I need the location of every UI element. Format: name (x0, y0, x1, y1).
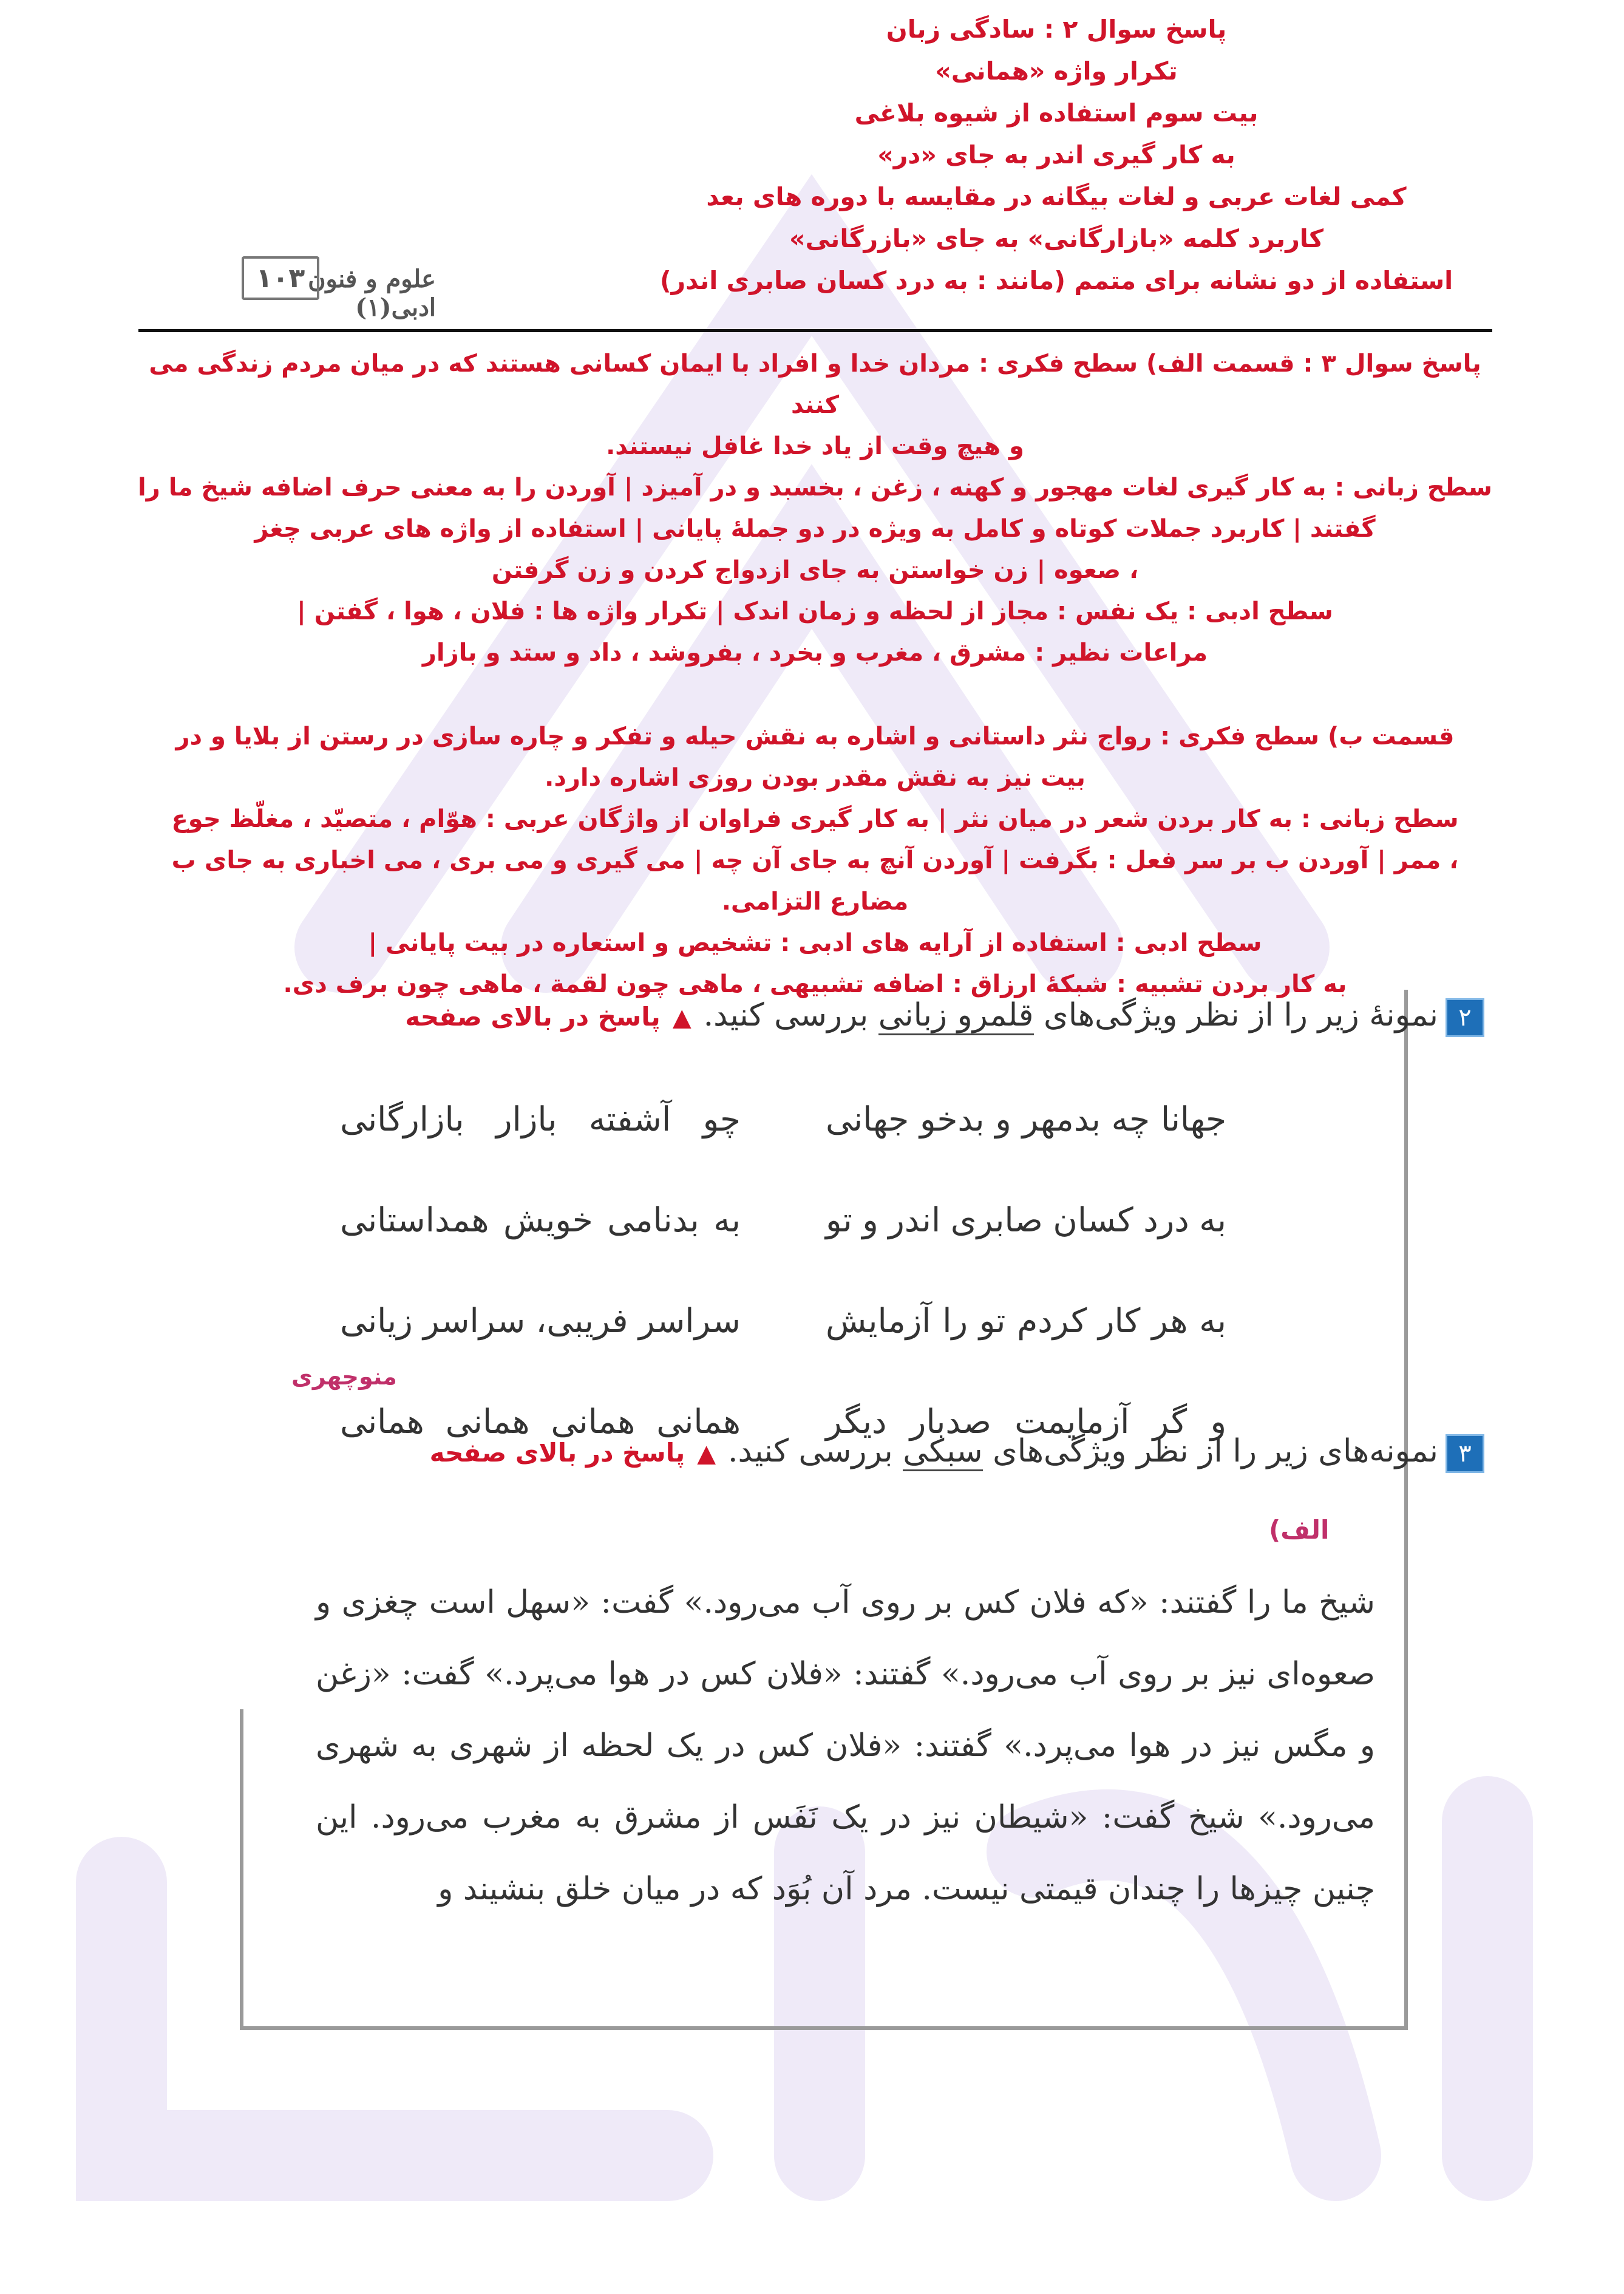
answer-line: گفتند | کاربرد جملات کوتاه و کامل به ویژه در دو جملهٔ پایانی | استفاده از واژه های عربی چغز (254, 515, 1376, 543)
word: صابری (950, 1200, 1043, 1239)
hemistich-1 (826, 1200, 1226, 1239)
poet-name: منوچهری (291, 1363, 397, 1390)
answer-line: استفاده از دو نشانه برای متمم (مانند : به درد کسان صابری اندر) (659, 266, 1453, 295)
word: کردم (1017, 1301, 1087, 1340)
answer-line: کاربرد کلمه «بازارگانی» به جای «بازرگانی» (789, 224, 1324, 253)
answer-line: سطح زبانی : به کار بردن شعر در میان نثر | به کار گیری فراوان از واژگان عربی : هوّام ، متصیّد ، مغلّظ جوع (171, 805, 1459, 833)
question-text: نمونهٔ زیر را از نظر ویژگی‌های (1033, 997, 1438, 1033)
answer-line: تکرار واژه «همانی» (935, 56, 1178, 86)
word: صدبار (909, 1402, 991, 1441)
hemistich-2 (340, 1200, 741, 1239)
word: کار (1098, 1301, 1141, 1340)
word: چه (1111, 1100, 1150, 1138)
word: همانی (340, 1402, 424, 1441)
question-keyword: سبکی (903, 1433, 982, 1471)
triangle-icon: ▲ (672, 1004, 691, 1032)
prose-passage: شیخ ما را گفتند: «که فلان کس بر روی آب می‌رود.» گفت: «سهل است چغزی و صعوه‌ای نیز بر روی آب می‌رود.» گفتند: «فلان کس در هوا می‌پرد.» گفت: «زغن و مگس نیز در هوا می‌پرد.» گفتند: «فلان کس در یک لحظه از شهری به شهری می‌رود.» شیخ گفت: «شیطان نیز در یک نَفَس از مشرق به مغرب می‌رود. این چنین چیزها را چندان قیمتی نیست. مرد آن بُوَد که در میان خلق بنشیند و (316, 1584, 1375, 1907)
book-header (242, 249, 527, 322)
question-number: ۳ (1446, 1434, 1484, 1473)
answer-line: ، صعوه | زن خواستن به جای ازدواج کردن و زن گرفتن (491, 556, 1139, 584)
word: به (1199, 1200, 1226, 1239)
word: همانی (445, 1402, 530, 1441)
header-divider (138, 329, 1492, 332)
page-number: ۱۰۳ (242, 256, 319, 300)
answer-line: کمی لغات عربی و لغات بیگانه در مقایسه با دوره های بعد (706, 182, 1407, 211)
hemistich-1 (826, 1301, 1226, 1340)
poem (340, 1069, 1226, 1472)
word: همانی (656, 1402, 741, 1441)
triangle-icon: ▲ (697, 1440, 716, 1468)
poem-line (340, 1169, 1226, 1270)
poem-line (340, 1270, 1226, 1371)
question-number: ۲ (1446, 998, 1484, 1037)
frame-line (1404, 990, 1408, 2029)
frame-line (240, 2026, 1408, 2030)
word: و (1210, 1402, 1226, 1441)
answer-note: پاسخ در بالای صفحه (405, 1002, 661, 1032)
word: آزمایمت (1014, 1402, 1130, 1441)
hemistich-2 (340, 1301, 741, 1340)
answer-line: پاسخ سوال ۲ : سادگی زبان (886, 15, 1227, 44)
word: و (862, 1200, 878, 1239)
answer-q3-block (134, 343, 1497, 1005)
answer-line: سطح زبانی : به کار گیری لغات مهجور و کهنه ، زغن ، بخسبد و در آمیزد | آوردن را به معنی حرف اضافه شیخ ما را (138, 474, 1492, 502)
part-label: الف) (1269, 1515, 1330, 1545)
answer-line: سطح ادبی : استفاده از آرایه های ادبی : تشخیص و استعاره در بیت پایانی | (368, 929, 1262, 957)
answer-note: پاسخ در بالای صفحه (429, 1438, 685, 1468)
word: کسان (1053, 1200, 1133, 1239)
word: تو (979, 1301, 1006, 1340)
frame-line (240, 1709, 243, 2029)
word: جهانا (1160, 1100, 1226, 1138)
word: جهانی (826, 1100, 909, 1138)
word: همداستانی (340, 1200, 489, 1239)
answer-line: و هیچ وقت از یاد خدا غافل نیستند. (606, 432, 1024, 460)
word: خویش (503, 1200, 593, 1239)
poem-line (340, 1069, 1226, 1169)
answer-line: سطح ادبی : یک نفس : مجاز از لحظه و زمان اندک | تکرار واژه ها : فلان ، هوا ، گفتن | (297, 597, 1333, 625)
answer-line: بیت نیز به نقش مقدر بودن روزی اشاره دارد. (545, 764, 1085, 792)
question-text-end: بررسی کنید. (728, 1433, 903, 1469)
book-title: علوم و فنون ادبی(۱) (308, 265, 436, 322)
question-2 (270, 997, 1484, 1037)
answer-line: قسمت ب) سطح فکری : رواج نثر داستانی و اشاره به نقش حیله و تفکر و چاره سازی در رستن از بلایا و در (175, 723, 1455, 750)
word: آزمایش (826, 1301, 931, 1340)
answer-line: پاسخ سوال ۳ : قسمت الف) سطح فکری : مردان خدا و افراد با ایمان کسانی هستند که در میان مردم زندگی می کنند (149, 350, 1481, 419)
word: بازار (495, 1100, 557, 1138)
question-text-end: بررسی کنید. (703, 997, 878, 1033)
question-text: نمونه‌های زیر را از نظر ویژگی‌های (982, 1433, 1438, 1469)
question-3 (270, 1433, 1484, 1473)
answer-q2-block (637, 9, 1475, 302)
word: به (1199, 1301, 1226, 1340)
word: بدنامی (607, 1200, 699, 1239)
word: بدخو (920, 1100, 985, 1138)
word: آشفته (588, 1100, 671, 1138)
word: سراسر (638, 1301, 741, 1340)
answer-line: بیت سوم استفاده از شیوه بلاغی (854, 98, 1259, 128)
word: سراسر (423, 1301, 526, 1340)
word: بدمهر (1022, 1100, 1101, 1138)
word: تو (826, 1200, 852, 1239)
word: اندر (888, 1200, 941, 1239)
hemistich-1 (826, 1100, 1226, 1138)
answer-line: به کار بردن تشبیه : شبکهٔ ارزاق : اضافه تشبیهی ، ماهی چون لقمة ، ماهی چون برف دی. (283, 970, 1347, 998)
hemistich-2 (340, 1100, 741, 1138)
word: چو (702, 1100, 741, 1138)
word: هر (1152, 1301, 1188, 1340)
word: درد (1143, 1200, 1189, 1239)
word: همانی (551, 1402, 636, 1441)
word: و (995, 1100, 1011, 1138)
word: به (713, 1200, 741, 1239)
word: زیانی (340, 1301, 413, 1340)
answer-line: به کار گیری اندر به جای «در» (877, 140, 1235, 169)
answer-line: مراعات نظیر : مشرق ، مغرب و بخرد ، بفروشد ، داد و ستد و بازار (422, 639, 1208, 667)
word: فریبی، (535, 1301, 628, 1340)
word: دیگر (826, 1402, 887, 1441)
question-keyword: قلمرو زبانی (878, 997, 1034, 1035)
answer-line: ، ممر | آوردن ب بر سر فعل : بگرفت | آوردن آنچ به جای آن چه | می گیری و می بری ، می اخباری به جای ب مضارع التزامی. (171, 846, 1459, 916)
word: را (942, 1301, 968, 1340)
word: بازارگانی (340, 1100, 464, 1138)
spacer (134, 673, 1497, 716)
word: گر (1152, 1402, 1187, 1441)
